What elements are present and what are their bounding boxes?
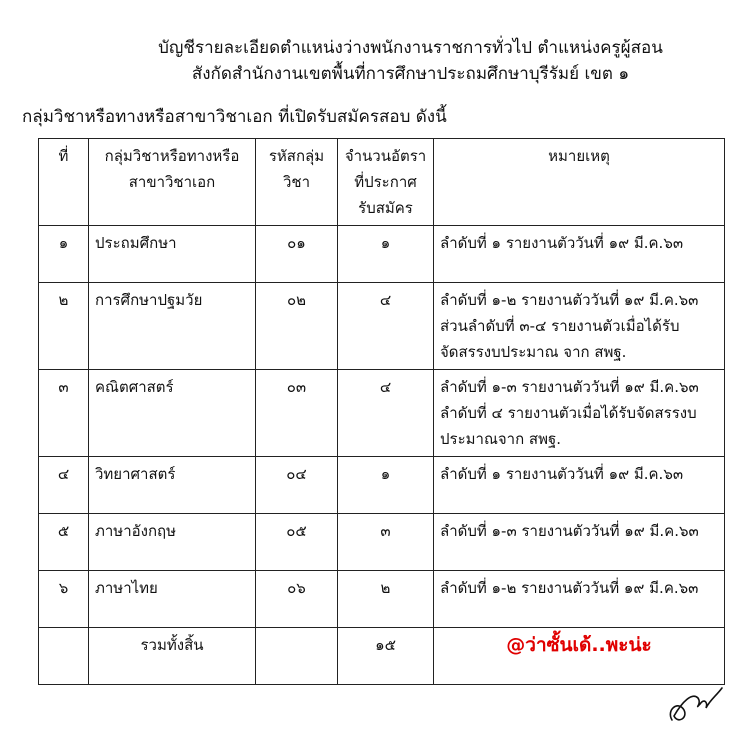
row-note: ลำดับที่ ๑-๒ รายงานตัววันที่ ๑๙ มี.ค.๖๓ xyxy=(434,571,725,628)
row-code: ๐๓ xyxy=(256,370,338,457)
signature-icon xyxy=(664,680,726,730)
row-code: ๐๖ xyxy=(256,571,338,628)
total-row xyxy=(39,628,725,685)
table-row xyxy=(39,514,725,571)
table-row xyxy=(39,370,725,457)
row-code: ๐๑ xyxy=(256,226,338,283)
row-note: ลำดับที่ ๑ รายงานตัววันที่ ๑๙ มี.ค.๖๓ xyxy=(434,226,725,283)
row-no: ๕ xyxy=(39,514,89,571)
table-row xyxy=(39,457,725,514)
header-group: กลุ่มวิชาหรือทางหรือ สาขาวิชาเอก xyxy=(89,139,256,226)
document-title-line1: บัญชีรายละเอียดตำแหน่งว่างพนักงานราชการทั่วไป ตำแหน่งครูผู้สอน xyxy=(158,38,663,58)
row-note: ลำดับที่ ๑-๓ รายงานตัววันที่ ๑๙ มี.ค.๖๓ xyxy=(434,514,725,571)
header-note: หมายเหตุ xyxy=(434,139,725,226)
table-row xyxy=(39,226,725,283)
total-label: รวมทั้งสิ้น xyxy=(89,628,256,685)
row-no: ๓ xyxy=(39,370,89,457)
header-code: รหัสกลุ่ม วิชา xyxy=(256,139,338,226)
row-count: ๑ xyxy=(338,226,434,283)
document-title-line2: สังกัดสำนักงานเขตพื้นที่การศึกษาประถมศึกษาบุรีรัมย์ เขต ๑ xyxy=(191,64,630,84)
row-group: การศึกษาปฐมวัย xyxy=(89,283,256,370)
row-code: ๐๒ xyxy=(256,283,338,370)
row-count: ๔ xyxy=(338,283,434,370)
row-note: ลำดับที่ ๑ รายงานตัววันที่ ๑๙ มี.ค.๖๓ xyxy=(434,457,725,514)
row-count: ๓ xyxy=(338,514,434,571)
red-stamp-text: @ว่าซั้นเด้..พะน่ะ xyxy=(506,634,652,656)
table-row xyxy=(39,283,725,370)
row-no: ๖ xyxy=(39,571,89,628)
row-count: ๔ xyxy=(338,370,434,457)
row-note: ลำดับที่ ๑-๓ รายงานตัววันที่ ๑๙ มี.ค.๖๓ ลำดับที่ ๔ รายงานตัวเมื่อได้รับจัดสรรงบประมาณจาก สพฐ. xyxy=(434,370,725,457)
table-row xyxy=(39,571,725,628)
row-no: ๑ xyxy=(39,226,89,283)
header-no: ที่ xyxy=(39,139,89,226)
document-subtitle: กลุ่มวิชาหรือทางหรือสาขาวิชาเอก ที่เปิดรับสมัครสอบ ดังนี้ xyxy=(22,107,447,127)
header-count: จำนวนอัตรา ที่ประกาศ รับสมัคร xyxy=(338,139,434,226)
total-value: ๑๕ xyxy=(338,628,434,685)
row-group: คณิตศาสตร์ xyxy=(89,370,256,457)
row-count: ๑ xyxy=(338,457,434,514)
row-code: ๐๔ xyxy=(256,457,338,514)
row-count: ๒ xyxy=(338,571,434,628)
row-no: ๒ xyxy=(39,283,89,370)
row-group: วิทยาศาสตร์ xyxy=(89,457,256,514)
row-code: ๐๕ xyxy=(256,514,338,571)
row-no: ๔ xyxy=(39,457,89,514)
positions-table xyxy=(38,138,725,685)
row-note: ลำดับที่ ๑-๒ รายงานตัววันที่ ๑๙ มี.ค.๖๓ ส่วนลำดับที่ ๓-๔ รายงานตัวเมื่อได้รับจัดสรรงบประมาณ จาก สพฐ. xyxy=(434,283,725,370)
row-group: ภาษาไทย xyxy=(89,571,256,628)
row-group: ประถมศึกษา xyxy=(89,226,256,283)
row-group: ภาษาอังกฤษ xyxy=(89,514,256,571)
